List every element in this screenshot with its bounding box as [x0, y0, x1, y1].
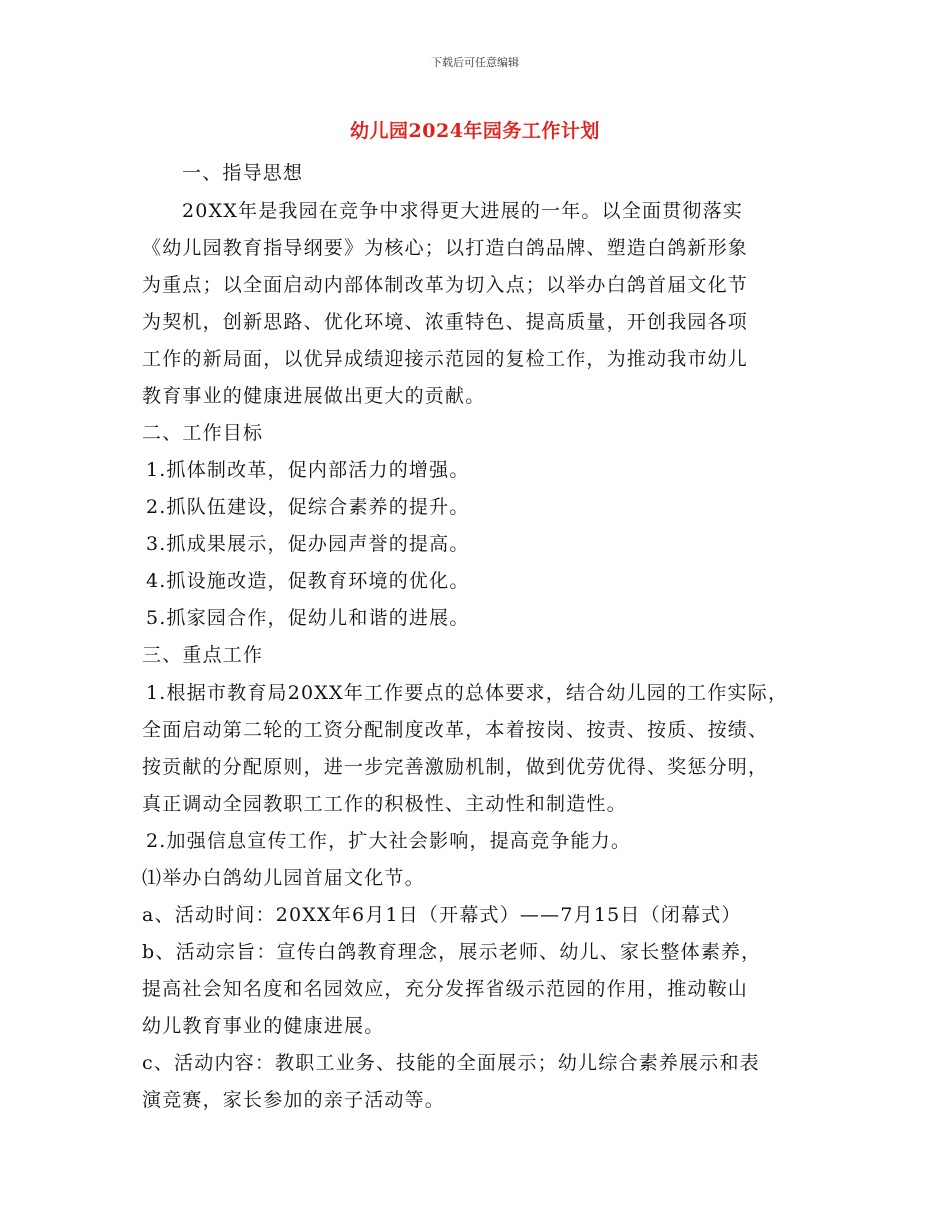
- paragraph-line: c、活动内容：教职工业务、技能的全面展示；幼儿综合素养展示和表: [142, 1052, 760, 1074]
- paragraph-line: 《幼儿园教育指导纲要》为核心；以打造白鸽品牌、塑造白鸽新形象: [142, 237, 749, 259]
- paragraph-line: 提高社会知名度和名园效应，充分发挥省级示范园的作用，推动鞍山: [142, 978, 749, 1000]
- paragraph-line: 20XX年是我园在竞争中求得更大进展的一年。以全面贯彻落实: [182, 200, 744, 222]
- paragraph-line: 工作的新局面，以优异成绩迎接示范园的复检工作，为推动我市幼儿: [142, 348, 749, 370]
- paragraph-line: 为契机，创新思路、优化环境、浓重特色、提高质量，开创我园各项: [142, 311, 749, 333]
- paragraph-line: 真正调动全园教职工工作的积极性、主动性和制造性。: [142, 793, 627, 815]
- list-item: 4.抓设施改造，促教育环境的优化。: [146, 570, 470, 592]
- header-note: 下载后可任意编辑: [431, 56, 519, 69]
- paragraph-line: 全面启动第二轮的工资分配制度改革，本着按岗、按责、按质、按绩、: [142, 719, 769, 741]
- section-heading: 三、重点工作: [142, 644, 264, 666]
- paragraph-line: 1.根据市教育局20XX年工作要点的总体要求，结合幼儿园的工作实际，: [146, 682, 789, 704]
- paragraph-line: 2.加强信息宣传工作，扩大社会影响，提高竞争能力。: [146, 830, 632, 852]
- document-title: 幼儿园2024年园务工作计划: [350, 120, 600, 142]
- list-item: 1.抓体制改革，促内部活力的增强。: [146, 459, 470, 481]
- paragraph-line: 按贡献的分配原则，进一步完善激励机制，做到优劳优得、奖惩分明，: [142, 756, 769, 778]
- section-heading: 二、工作目标: [142, 422, 264, 444]
- paragraph-line: a、活动时间：20XX年6月1日（开幕式）——7月15日（闭幕式）: [142, 904, 742, 926]
- paragraph-line: 教育事业的健康进展做出更大的贡献。: [142, 385, 486, 407]
- section-heading: 一、指导思想: [182, 162, 304, 184]
- list-item: 3.抓成果展示，促办园声誉的提高。: [146, 533, 470, 555]
- paragraph-line: 演竞赛，家长参加的亲子活动等。: [142, 1089, 446, 1111]
- paragraph-line: 幼儿教育事业的健康进展。: [142, 1015, 385, 1037]
- paragraph-line: b、活动宗旨：宣传白鸽教育理念，展示老师、幼儿、家长整体素养，: [142, 941, 762, 963]
- paragraph-line: ⑴举办白鸽幼儿园首届文化节。: [142, 867, 425, 889]
- paragraph-line: 为重点；以全面启动内部体制改革为切入点；以举办白鸽首届文化节: [142, 274, 749, 296]
- list-item: 2.抓队伍建设，促综合素养的提升。: [146, 496, 470, 518]
- list-item: 5.抓家园合作，促幼儿和谐的进展。: [146, 607, 470, 629]
